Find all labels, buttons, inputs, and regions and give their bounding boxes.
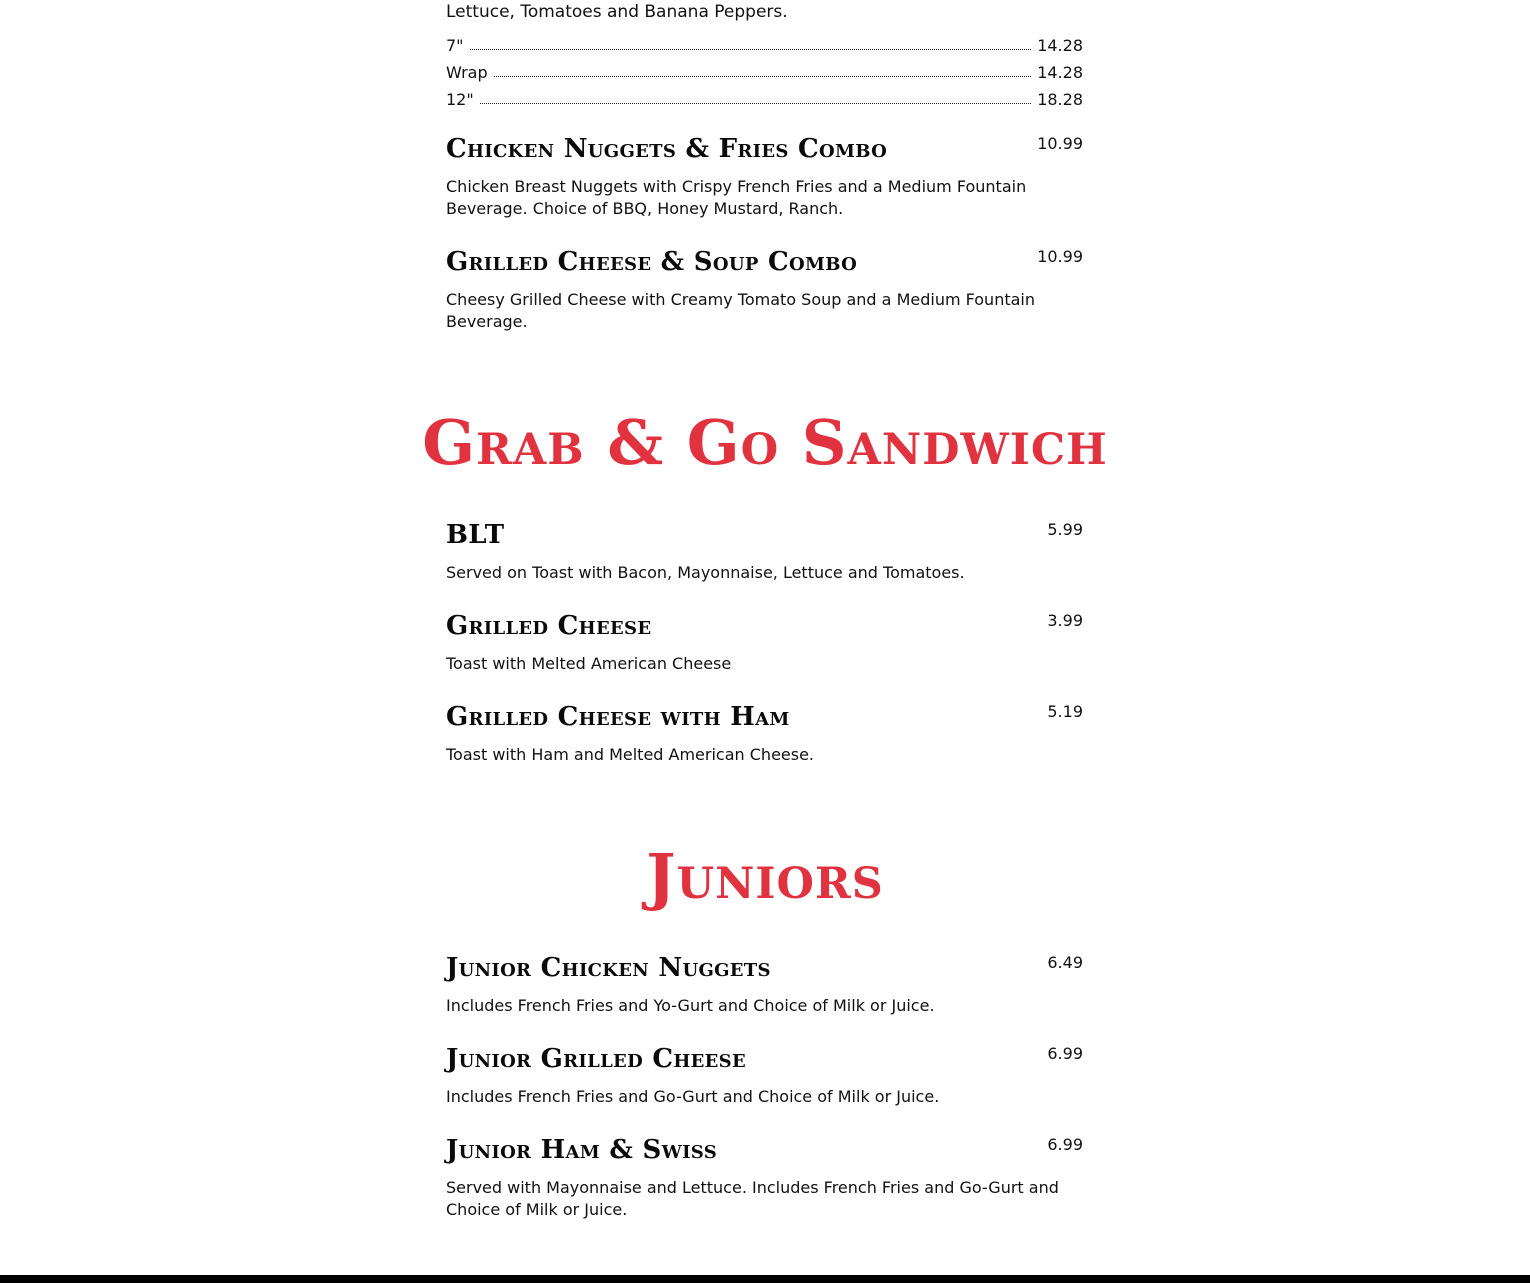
- menu-item-price: 3.99: [1047, 611, 1083, 630]
- menu-item-description: Toast with Melted American Cheese: [446, 654, 732, 673]
- size-price-row: [446, 33, 1083, 55]
- menu-item-price: 5.19: [1047, 702, 1083, 721]
- dot-leader: [480, 102, 1031, 104]
- item-description: Lettuce, Tomatoes and Banana Peppers.: [446, 2, 788, 22]
- size-price: 18.28: [1037, 90, 1083, 109]
- size-label: 7": [446, 36, 464, 55]
- menu-item-description: Includes French Fries and Yo-Gurt and Choice of Milk or Juice.: [446, 996, 935, 1015]
- menu-item: [446, 953, 1083, 1017]
- menu-item-title: Chicken Nuggets & Fries Combo: [446, 134, 888, 164]
- menu-item-price: 6.99: [1047, 1135, 1083, 1154]
- dot-leader: [494, 75, 1032, 77]
- menu-item-price: 6.49: [1047, 953, 1083, 972]
- menu-item: [446, 1044, 1083, 1108]
- size-price: 14.28: [1037, 36, 1083, 55]
- menu-item-description: Toast with Ham and Melted American Cheese.: [446, 745, 815, 764]
- size-price: 14.28: [1037, 63, 1083, 82]
- menu-item: [446, 520, 1083, 584]
- menu-item-description: Served with Mayonnaise and Lettuce. Includes French Fries and Go-Gurt and Choice of Milk or Juice.: [446, 1178, 1059, 1219]
- menu-item-description: Chicken Breast Nuggets with Crispy French Fries and a Medium Fountain Beverage. Choice of BBQ, Honey Mustard, Ranch.: [446, 177, 1027, 218]
- menu-item-description: Includes French Fries and Go-Gurt and Choice of Milk or Juice.: [446, 1087, 940, 1106]
- size-label: Wrap: [446, 63, 488, 82]
- menu-item-description: Served on Toast with Bacon, Mayonnaise, Lettuce and Tomatoes.: [446, 563, 965, 582]
- section-heading-juniors: Juniors: [646, 840, 884, 913]
- menu-item: [446, 1135, 1083, 1221]
- menu-item-title: Grilled Cheese with Ham: [446, 702, 790, 732]
- section-heading-grab-and-go: Grab & Go Sandwich: [422, 406, 1108, 479]
- menu-item-title: Junior Ham & Swiss: [446, 1135, 718, 1165]
- menu-item-price: 6.99: [1047, 1044, 1083, 1063]
- menu-item: [446, 611, 1083, 675]
- menu-item-price: 10.99: [1037, 247, 1083, 266]
- menu-item-title: Grilled Cheese & Soup Combo: [446, 247, 858, 277]
- menu-item-title: BLT: [446, 520, 505, 550]
- menu-item: [446, 247, 1083, 333]
- menu-item-price: 5.99: [1047, 520, 1083, 539]
- size-label: 12": [446, 90, 474, 109]
- size-price-row: [446, 87, 1083, 109]
- menu-item: [446, 134, 1083, 220]
- menu-item-title: Junior Chicken Nuggets: [446, 953, 771, 983]
- footer-bar: [0, 1275, 1530, 1283]
- menu-item-title: Grilled Cheese: [446, 611, 652, 641]
- menu-item-description: Cheesy Grilled Cheese with Creamy Tomato Soup and a Medium Fountain Beverage.: [446, 290, 1035, 331]
- menu-item-title: Junior Grilled Cheese: [446, 1044, 746, 1074]
- dot-leader: [470, 48, 1032, 50]
- size-price-row: [446, 60, 1083, 82]
- menu-item-price: 10.99: [1037, 134, 1083, 153]
- menu-item: [446, 702, 1083, 766]
